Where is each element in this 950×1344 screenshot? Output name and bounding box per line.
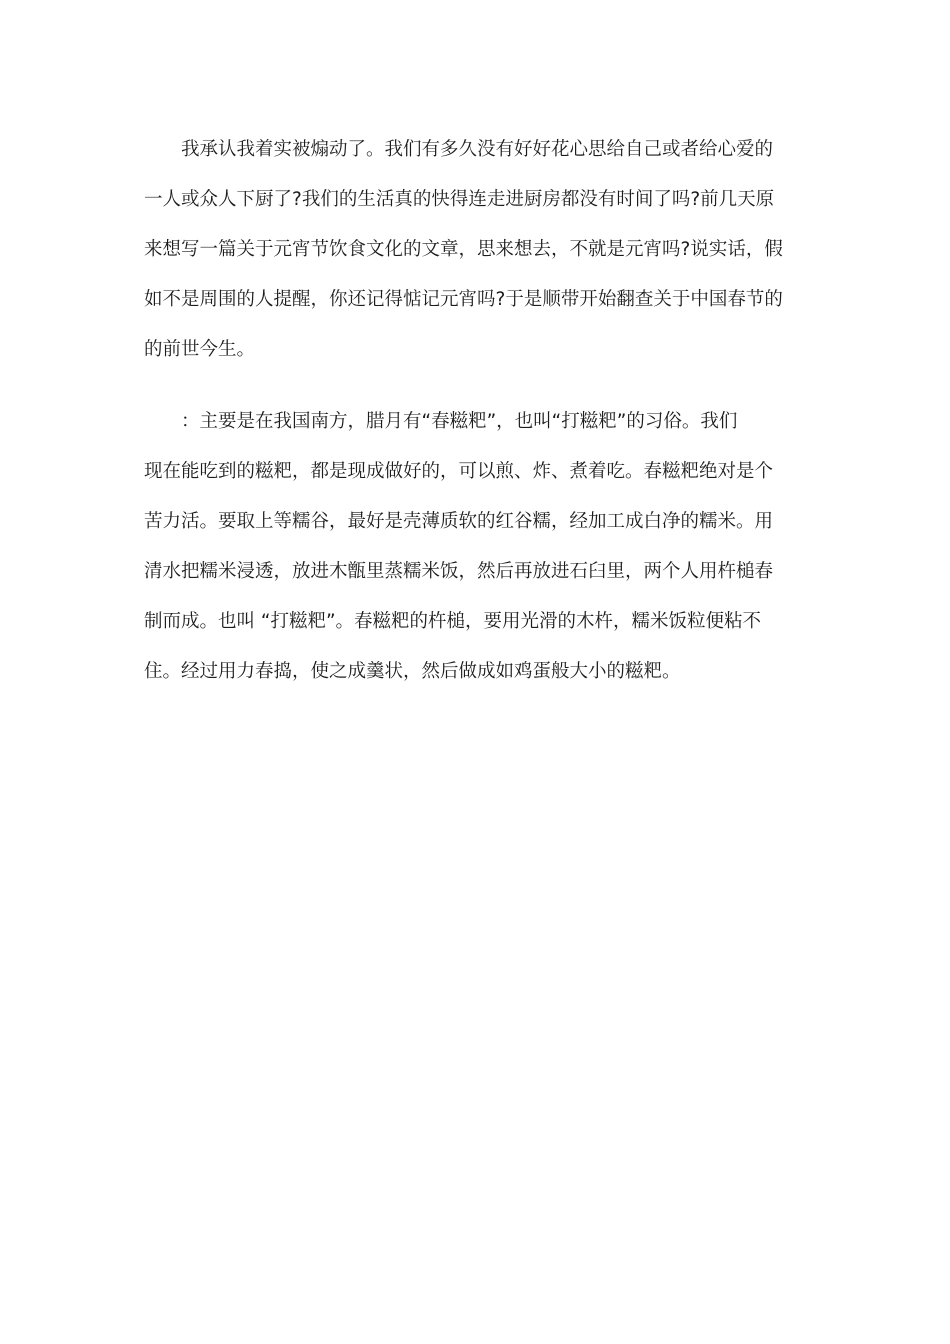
text-line: ：主要是在我国南方，腊月有“春糍粑”，也叫“打糍粑”的习俗。我们: [181, 411, 738, 432]
text-line: 的前世今生。: [144, 339, 256, 360]
text-line: 来想写一篇关于元宵节饮食文化的文章，思来想去，不就是元宵吗?说实话，假: [144, 239, 783, 260]
text-line: 住。经过用力春捣，使之成羹状，然后做成如鸡蛋般大小的糍粑。: [144, 661, 681, 682]
text-line: 清水把糯米浸透，放进木甑里蒸糯米饭，然后再放进石臼里，两个人用杵槌春: [144, 561, 774, 582]
text-line: 一人或众人下厨了?我们的生活真的快得连走进厨房都没有时间了吗?前几天原: [144, 189, 775, 210]
text-line: 我承认我着实被煽动了。我们有多久没有好好花心思给自己或者给心爱的: [181, 139, 774, 160]
text-line: 如不是周围的人提醒，你还记得惦记元宵吗?于是顺带开始翻查关于中国春节的: [144, 289, 783, 310]
paragraph-intro: [144, 140, 809, 390]
text-line: 制而成。也叫 “打糍粑”。春糍粑的杵槌，要用光滑的木杵，糯米饭粒便粘不: [144, 611, 762, 632]
paragraph-ciba: [144, 412, 809, 712]
text-line: 现在能吃到的糍粑，都是现成做好的，可以煎、炸、煮着吃。春糍粑绝对是个: [144, 461, 774, 482]
text-line: 苦力活。要取上等糯谷，最好是壳薄质软的红谷糯，经加工成白净的糯米。用: [144, 511, 774, 532]
